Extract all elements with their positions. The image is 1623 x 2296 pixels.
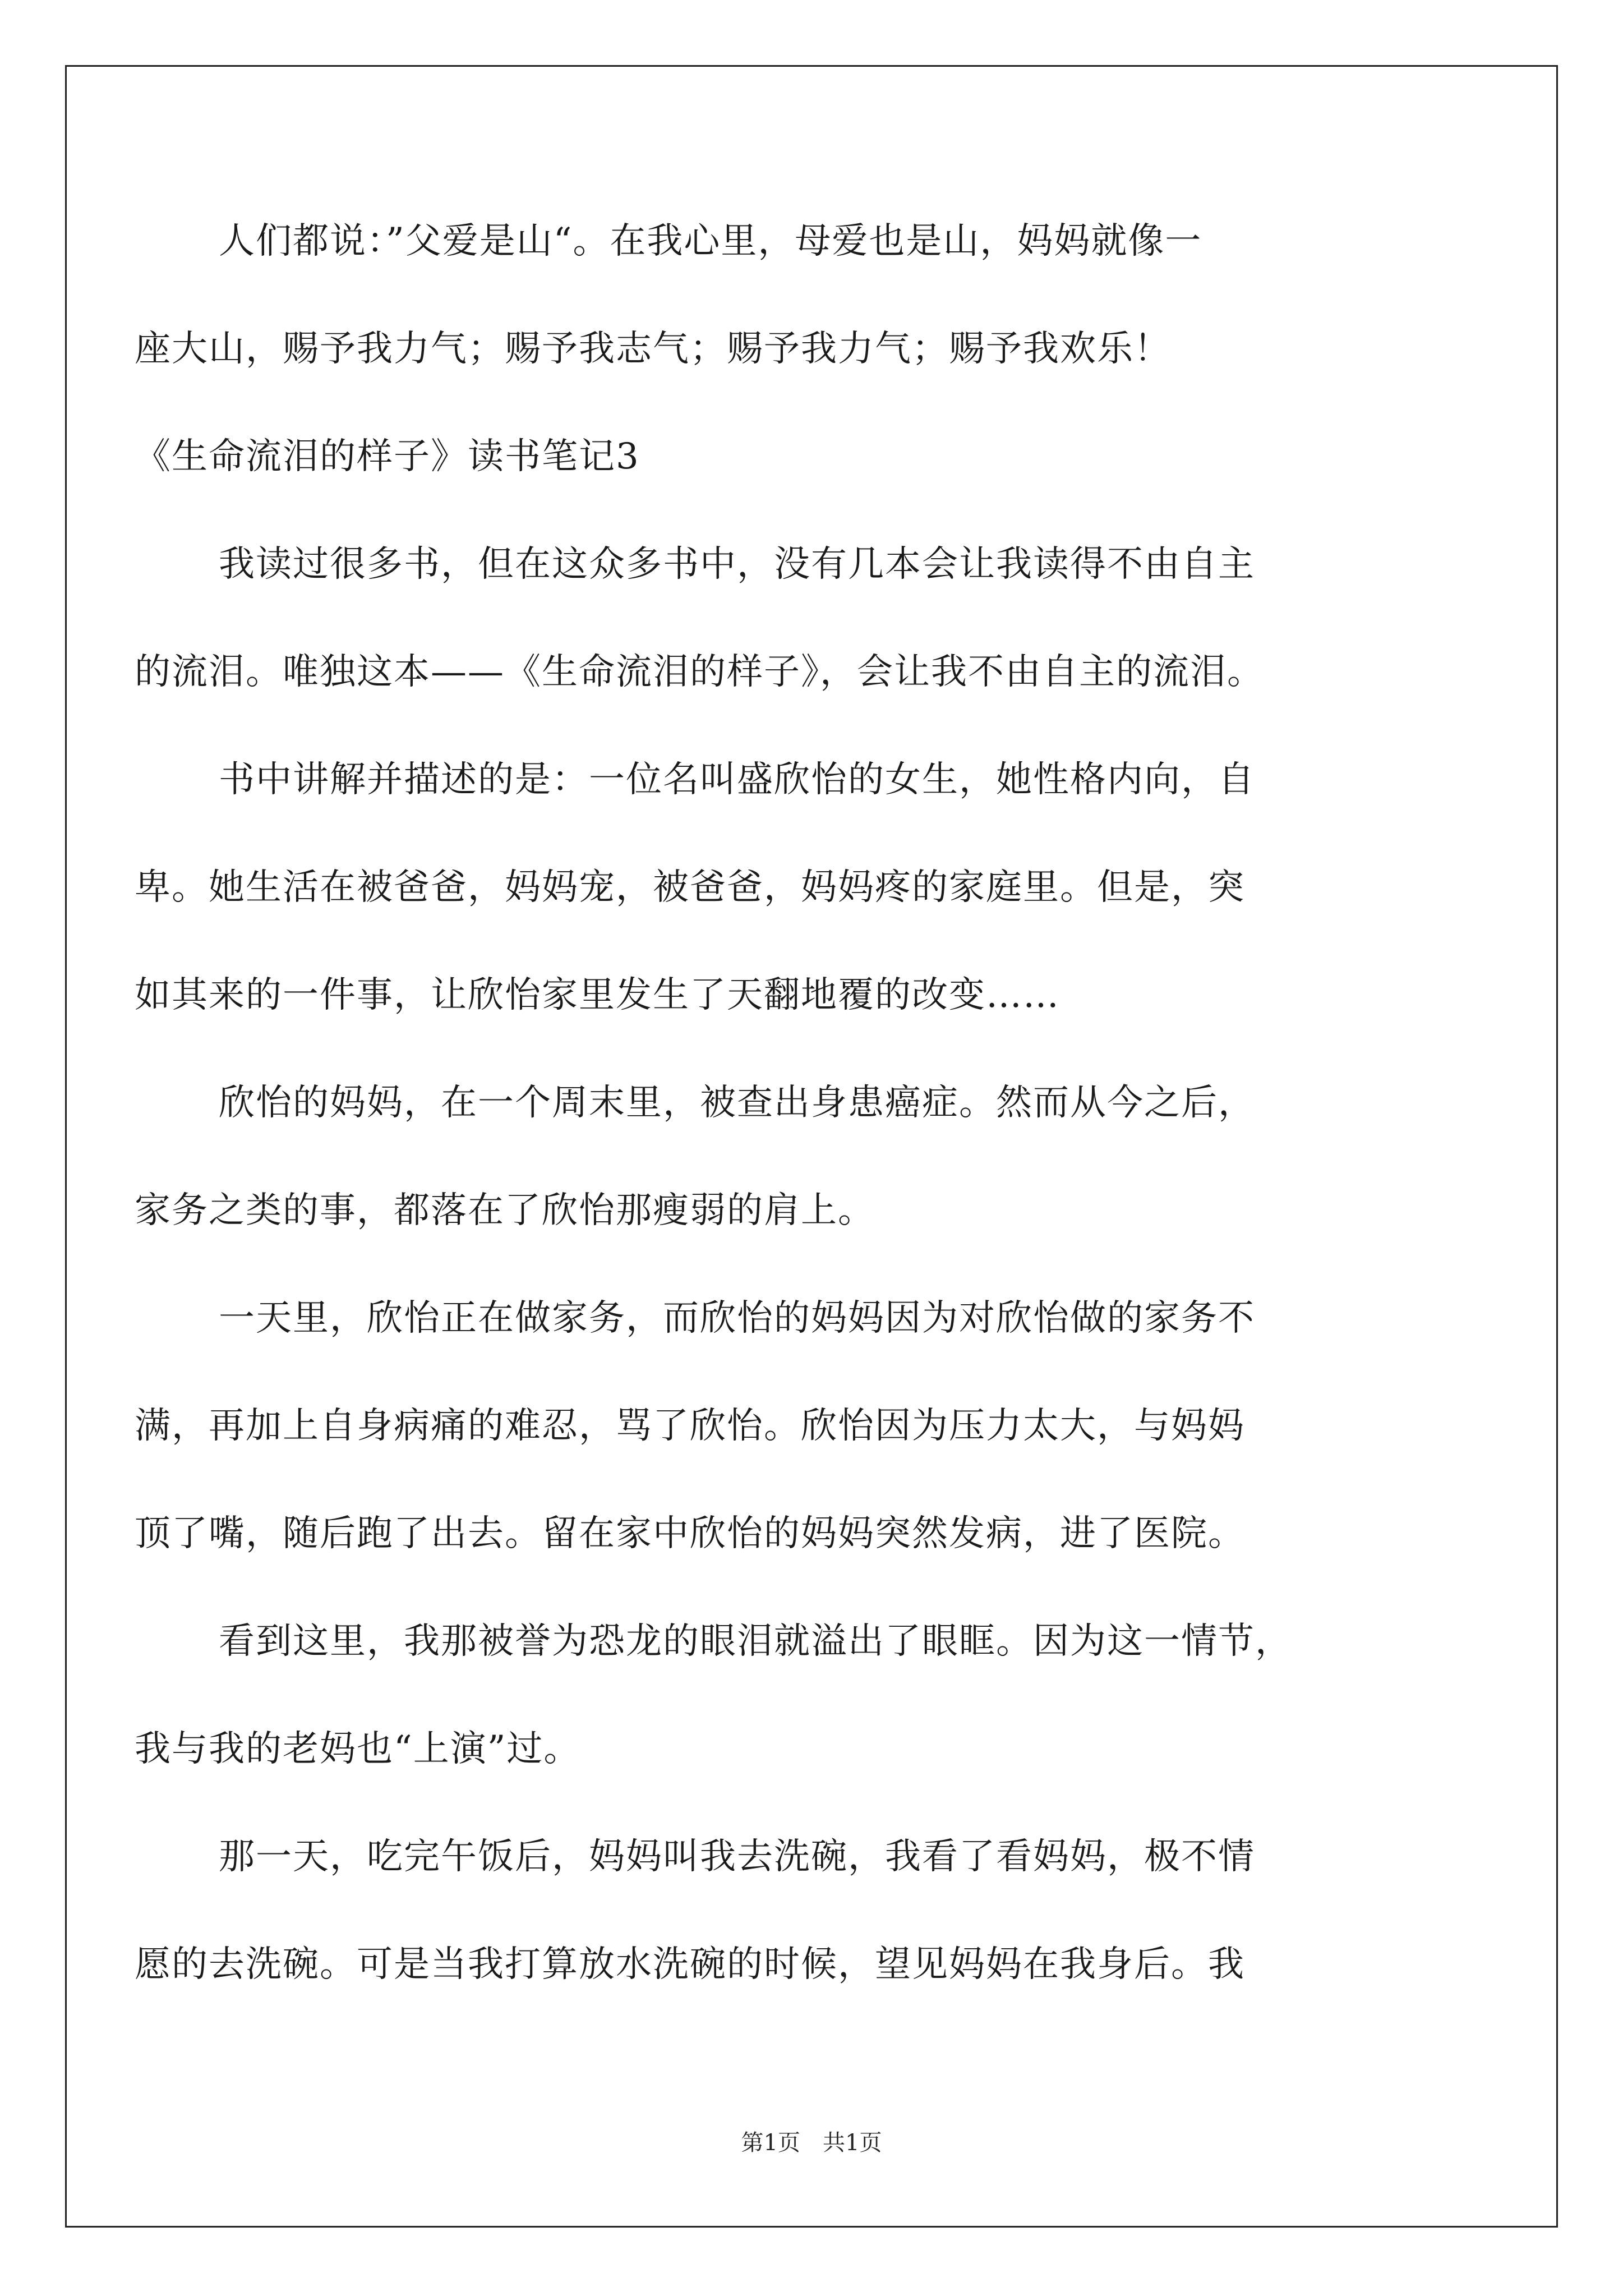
page-footer: [0, 2129, 1623, 2157]
paragraph-line: 顶了嘴，随后跑了出去。留在家中欣怡的妈妈突然发病，进了医院。: [135, 1513, 1245, 1554]
page-total: 共1页: [823, 2130, 882, 2156]
section-heading: 《生命流泪的样子》读书笔记3: [135, 436, 640, 477]
paragraph-line: 如其来的一件事，让欣怡家里发生了天翻地覆的改变……: [135, 974, 1060, 1016]
page-number: 第1页: [741, 2130, 800, 2156]
paragraph-line: 看到这里，我那被誉为恐龙的眼泪就溢出了眼眶。因为这一情节，: [219, 1621, 1292, 1662]
paragraph-line: 我读过很多书，但在这众多书中，没有几本会让我读得不由自主: [219, 544, 1255, 585]
paragraph-line: 满，再加上自身病痛的难忍，骂了欣怡。欣怡因为压力太大，与妈妈: [135, 1405, 1245, 1447]
paragraph-line: 的流泪。唯独这本——《生命流泪的样子》，会让我不由自主的流泪。: [135, 651, 1264, 693]
paragraph-line: 人们都说：”父爱是山“。在我心里，母爱也是山，妈妈就像一: [219, 220, 1202, 262]
paragraph-line: 那一天，吃完午饭后，妈妈叫我去洗碗，我看了看妈妈，极不情: [219, 1836, 1255, 1878]
page-border: [65, 65, 1558, 2228]
paragraph-line: 家务之类的事，都落在了欣怡那瘦弱的肩上。: [135, 1190, 875, 1231]
paragraph-line: 书中讲解并描述的是：一位名叫盛欣怡的女生，她性格内向，自: [219, 759, 1255, 800]
paragraph-line: 我与我的老妈也“上演”过。: [135, 1728, 581, 1770]
paragraph-line: 愿的去洗碗。可是当我打算放水洗碗的时候，望见妈妈在我身后。我: [135, 1944, 1245, 1985]
paragraph-line: 座大山，赐予我力气；赐予我志气；赐予我力气；赐予我欢乐！: [135, 328, 1171, 370]
paragraph-line: 卑。她生活在被爸爸，妈妈宠，被爸爸，妈妈疼的家庭里。但是，突: [135, 867, 1245, 908]
paragraph-line: 一天里，欣怡正在做家务，而欣怡的妈妈因为对欣怡做的家务不: [219, 1297, 1255, 1339]
paragraph-line: 欣怡的妈妈，在一个周末里，被查出身患癌症。然而从今之后，: [219, 1082, 1255, 1124]
